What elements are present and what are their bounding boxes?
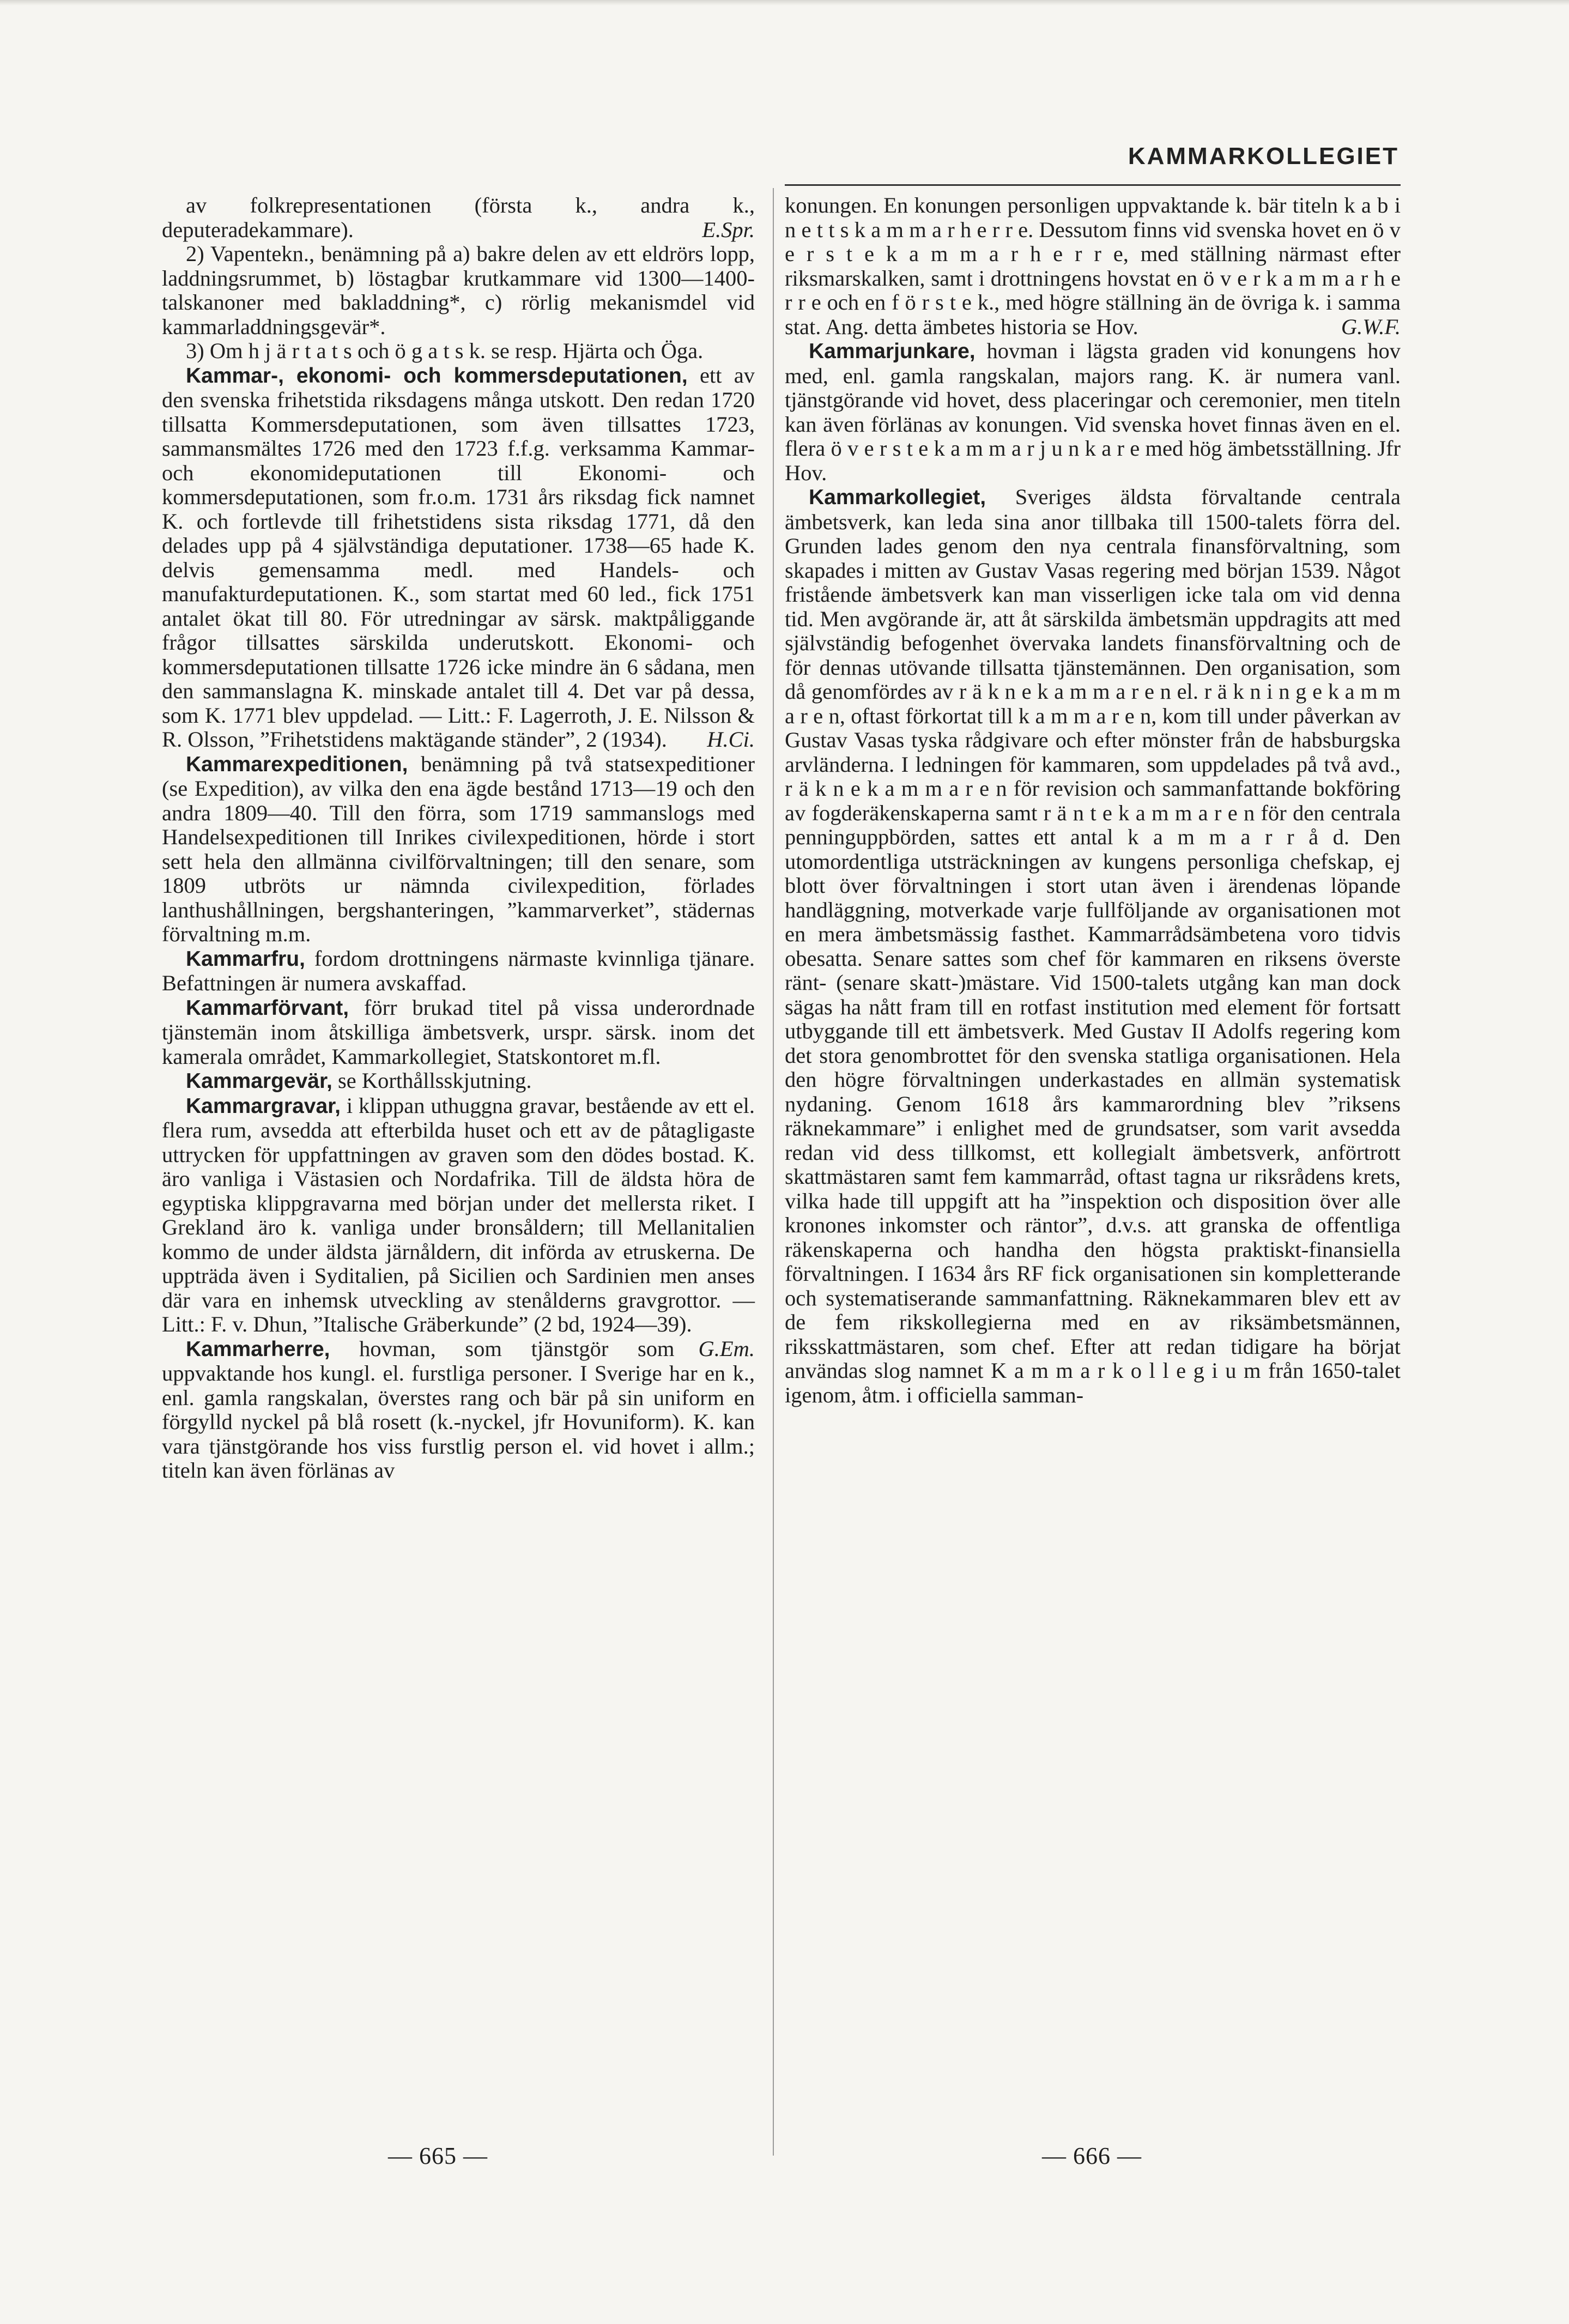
entry-headword: Kammarförvant, (186, 996, 349, 1020)
entry-headword: Kammargravar, (186, 1094, 341, 1118)
entry-headword: Kammarherre, (186, 1337, 330, 1361)
article-entry: Kammargravar, i klippan uthuggna gravar, bestående av ett el. flera rum, avsedda att efterbilda huset och ett av de påtagligaste uttrycken för uppfattningen av graven som den dödes bostad. K. äro vanliga i Västasien och Nordafrika. Till de äldsta höra de egyptiska klippgravarna med början under det mellersta riket. I Grekland äro k. vanliga under bronsåldern; till Mellanitalien kommo de under äldsta järnåldern, dit införda av etruskerna. De uppträda även i Syditalien, på Sicilien och Sardinien men anses där vara en inhemsk utveckling av stenålderns gravgrottor. — Litt.: F. v. Dhun, ”Italische Gräberkunde” (2 bd, 1924—39). G.Em. (162, 1093, 755, 1361)
article-entry: Kammarjunkare, hovman i lägsta graden vid konungens hov med, enl. gamla rangskalan, majors rang. K. är numera vanl. tjänstgörande vid hovet, dess placeringar och ceremonier, men titeln kan även förlänas av konungen. Vid svenska hovet finnas även en el. flera ö v e r s t e k a m m a r j u n k a r e med hög ämbetsställning. Jfr Hov. (785, 338, 1401, 485)
article-entry: Kammargevär, se Korthållsskjutning. (186, 1068, 532, 1093)
entry-headword: Kammarfru, (186, 947, 305, 971)
article-entry: Kammarexpeditionen, benämning på två statsexpeditioner (se Expedition), av vilka den ena ägde bestånd 1713—19 och den andra 1809—40. Till den förra, som 1719 sammanslogs med Handelsexpeditionen till Inrikes civilexpeditionen, hörde i stort sett hela den allmänna civilförvaltningen; till den senare, som 1809 utbröts ur nämnda civilexpedition, förlades lanthushållningen, bergshanteringen, ”kammarverket”, städernas förvaltning m.m. (162, 751, 755, 946)
author-signature: E.Spr. (702, 217, 755, 242)
article-entry: Kammar-, ekonomi- och kommersdeputationen, ett av den svenska frihetstida riksdagens många utskott. Den redan 1720 tillsatta Kommersdeputationen, som även tillsattes 1723, sammansmältes 1726 med den 1723 f.f.g. verksamma Kammar- och ekonomideputationen till Ekonomi- och kommersdeputationen, som fr.o.m. 1731 års riksdag fick namnet K. och fortlevde till frihetstidens sista riksdag 1771, då den delades upp på 4 självständiga deputationer. 1738—65 hade K. delvis gemensamma medl. med Handels- och manufakturdeputationen. K., som startat med 60 led., fick 1751 antalet ökat till 80. För utredningar av särsk. maktpåliggande frågor tillsattes särskilda underutskott. Ekonomi- och kommersdeputationen tillsatte 1726 icke mindre än 6 sådana, men den sammanslagna K. minskade antalet till 4. Det var på dessa, som K. 1771 blev uppdelad. — Litt.: F. Lagerroth, J. E. Nilsson & R. Olsson, ”Frihetstidens maktägande ständer”, 2 (1934). H.Ci. (162, 362, 755, 752)
article-paragraph: av folkrepresentationen (första k., andra k., deputeradekammare). E.Spr. (162, 193, 755, 242)
entry-headword: Kammarjunkare, (809, 340, 976, 363)
article-paragraph: 2) Vapentekn., benämning på a) bakre delen av ett eldrörs lopp, laddningsrummet, b) löstagbar krutkammare vid 1300—1400-talskanoner med bakladdning*, c) rörlig mekanismdel vid kammarladdningsgevär*. (162, 241, 755, 339)
author-signature: H.Ci. (707, 727, 755, 752)
article-paragraph: konungen. En konungen personligen uppvaktande k. bär titeln k a b i n e t t s k a m m a r h e r r e. Dessutom finns vid svenska hovet en ö v e r s t e k a m m a r h e r r e, med ställning närmast efter riksmarskalken, samt i drottningens hovstat en ö v e r k a m m a r h e r r e och en f ö r s t e k., med högre ställning än de övriga k. i samma stat. Ang. detta ämbetes historia se Hov. G.W.F. (785, 193, 1401, 339)
article-paragraph: 3) Om h j ä r t a t s och ö g a t s k. se resp. Hjärta och Öga. (186, 338, 704, 363)
article-entry: Kammarherre, hovman, som tjänstgör som uppvaktande hos kungl. el. furstliga personer. I Sverige har en k., enl. gamla rangskalan, överstes rang och bär på sin uniform en förgylld nyckel på blå rosett (k.-nyckel, jfr Hovuniform). K. kan vara tjänstgörande hos viss furstlig person el. vid hovet i allm.; titeln kan även förlänas av (162, 1336, 755, 1482)
entry-headword: Kammargevär, (186, 1069, 332, 1093)
entry-headword: Kammar-, ekonomi- och kommersdeputationen, (186, 364, 688, 388)
header-rule (785, 184, 1401, 186)
entry-headword: Kammarkollegiet, (809, 486, 986, 509)
column-divider (773, 188, 774, 2156)
scan-edge (0, 0, 1569, 5)
right-column (785, 193, 1401, 1407)
page-number-left: — 665 — (388, 2143, 488, 2169)
article-entry: Kammarfru, fordom drottningens närmaste kvinnliga tjänare. Befattningen är numera avskaffad. (162, 946, 755, 995)
article-entry: Kammarkollegiet, Sveriges äldsta förvaltande centrala ämbetsverk, kan leda sina anor tillbaka till 1500-talets förra del. Grunden lades genom den nya centrala finansförvaltning, som skapades i mitten av Gustav Vasas regering med början 1539. Något fristående ämbetsverk kan man visserligen icke tala om vid denna tid. Men avgörande är, att åt särskilda ämbetsmän uppdragits att med självständig befogenhet övervaka landets finansförvaltning och de för dennas utövande tillsatta tjänstemännen. Den organisation, som då genomfördes av r ä k n e k a m m a r e n el. r ä k n i n g e k a m m a r e n, oftast förkortat till k a m m a r e n, kom till under påverkan av Gustav Vasas tyska rådgivare och efter mönster från de habsburgska arvländerna. I ledningen för kammaren, som uppdelades på två avd., r ä k n e k a m m a r e n för revision och sammanfattande bokföring av fogderäkenskaperna samt r ä n t e k a m m a r e n för den centrala penninguppbörden, sattes ett antal k a m m a r r å d. Den utomordentliga utsträckningen av kungens personliga chefskap, ej blott över förvaltningen i stort utan även i ärendenas löpande handläggning, motverkade varje fullföljande av organisationen mot en mera ämbetsmässig fasthet. Kammarrådsämbetena voro tidvis obesatta. Senare sattes som chef för kammaren en riksens överste ränt- (senare skatt-)mästare. Vid 1500-talets utgång kan man dock sägas ha nått fram till en rotfast institution med element för fortsatt utbyggande till ett ämbetsverk. Med Gustav II Adolfs regering kom det stora genombrottet för den svenska statliga organisationen. Hela den högre förvaltningen underkastades en allmän systematisk nydaning. Genom 1618 års kammarordning blev ”riksens räknekammare” i enlighet med de grundsatser, som varit avsedda redan vid dess tillkomst, ett kollegialt ämbetsverk, anförtrott skattmästaren samt fem kammarråd, oftast tagna ur riksrådens krets, vilka hade till uppgift att ha ”inspektion och disposition över alle kronones inkomster och räntor”, d.v.s. att granska de offentliga räkenskaperna och handha den högsta praktiskt-finansiella förvaltningen. I 1634 års RF fick organisationen sin kompletterande och systematiserande sammanfattning. Räknekammaren blev ett av de fem rikskollegierna med en av riksämbetsmännen, riksskattmästaren, som chef. Efter att redan tidigare ha börjat användas slog namnet K a m m a r k o l l e g i u m från 1650-talet igenom, åtm. i officiella samman- (785, 485, 1401, 1407)
entry-headword: Kammarexpeditionen, (186, 752, 408, 776)
article-entry: Kammarförvant, förr brukad titel på vissa underordnade tjänstemän inom åtskilliga ämbetsverk, urspr. särsk. inom det kamerala området, Kammarkollegiet, Statskontoret m.fl. (162, 995, 755, 1069)
running-head: KAMMARKOLLEGIET (1128, 143, 1399, 170)
page-number-right: — 666 — (1042, 2143, 1142, 2169)
left-column (162, 193, 755, 1483)
author-signature: G.W.F. (1341, 314, 1401, 339)
author-signature: G.Em. (698, 1336, 755, 1361)
